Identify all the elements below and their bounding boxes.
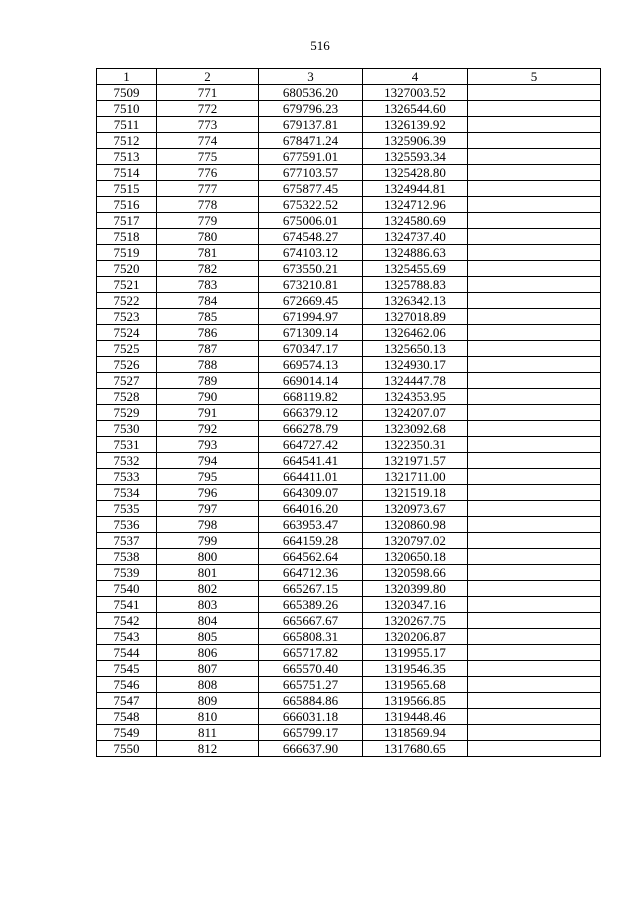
table-row (97, 293, 601, 309)
table-cell-col-3: 666031.18 (259, 709, 363, 725)
table-cell-col-4: 1320797.02 (363, 533, 468, 549)
table-cell-col-1: 7541 (97, 597, 157, 613)
table-cell-col-1: 7512 (97, 133, 157, 149)
table-cell-col-2: 796 (157, 485, 259, 501)
table-cell-col-5 (468, 661, 601, 677)
table-cell-col-1: 7521 (97, 277, 157, 293)
table-cell-col-1: 7522 (97, 293, 157, 309)
table-cell-col-2: 789 (157, 373, 259, 389)
page-number: 516 (310, 38, 330, 53)
table-cell-col-1: 7527 (97, 373, 157, 389)
table-cell-col-5 (468, 501, 601, 517)
table-cell-col-2: 776 (157, 165, 259, 181)
table-cell-col-3: 665808.31 (259, 629, 363, 645)
table-cell-col-5 (468, 693, 601, 709)
table-cell-col-4: 1317680.65 (363, 741, 468, 757)
header-row (97, 69, 601, 85)
table-cell-col-5 (468, 293, 601, 309)
table-cell-col-2: 781 (157, 245, 259, 261)
table-cell-col-2: 807 (157, 661, 259, 677)
table-row (97, 517, 601, 533)
table-cell-col-5 (468, 597, 601, 613)
table-cell-col-4: 1324207.07 (363, 405, 468, 421)
table-cell-col-3: 677591.01 (259, 149, 363, 165)
table-cell-col-2: 793 (157, 437, 259, 453)
table-row (97, 309, 601, 325)
table-cell-col-4: 1325428.80 (363, 165, 468, 181)
table-row (97, 277, 601, 293)
table-cell-col-4: 1326544.60 (363, 101, 468, 117)
table-row (97, 101, 601, 117)
table-cell-col-4: 1319546.35 (363, 661, 468, 677)
table-cell-col-3: 675006.01 (259, 213, 363, 229)
table-cell-col-5 (468, 565, 601, 581)
table-cell-col-5 (468, 101, 601, 117)
table-cell-col-3: 664541.41 (259, 453, 363, 469)
table-cell-col-5 (468, 277, 601, 293)
table-cell-col-5 (468, 85, 601, 101)
table-row (97, 245, 601, 261)
table-row (97, 181, 601, 197)
table-cell-col-1: 7516 (97, 197, 157, 213)
table-cell-col-2: 779 (157, 213, 259, 229)
table-cell-col-5 (468, 133, 601, 149)
table-row (97, 85, 601, 101)
table-row (97, 453, 601, 469)
table-cell-col-1: 7528 (97, 389, 157, 405)
table-cell-col-1: 7530 (97, 421, 157, 437)
table-cell-col-4: 1320860.98 (363, 517, 468, 533)
table-row (97, 341, 601, 357)
table-cell-col-4: 1320206.87 (363, 629, 468, 645)
table-row (97, 549, 601, 565)
table-cell-col-5 (468, 485, 601, 501)
table-row (97, 373, 601, 389)
table-cell-col-1: 7546 (97, 677, 157, 693)
table-cell-col-4: 1321971.57 (363, 453, 468, 469)
table-row (97, 357, 601, 373)
table-cell-col-1: 7509 (97, 85, 157, 101)
table-cell-col-2: 780 (157, 229, 259, 245)
table-cell-col-3: 679796.23 (259, 101, 363, 117)
table-cell-col-3: 665570.40 (259, 661, 363, 677)
table-cell-col-3: 664562.64 (259, 549, 363, 565)
table-cell-col-4: 1324580.69 (363, 213, 468, 229)
table-cell-col-1: 7523 (97, 309, 157, 325)
table-cell-col-3: 673550.21 (259, 261, 363, 277)
table-cell-col-2: 792 (157, 421, 259, 437)
table-cell-col-4: 1320347.16 (363, 597, 468, 613)
table-cell-col-3: 663953.47 (259, 517, 363, 533)
table-cell-col-5 (468, 549, 601, 565)
table-cell-col-1: 7514 (97, 165, 157, 181)
table-cell-col-3: 675877.45 (259, 181, 363, 197)
table-row (97, 613, 601, 629)
table-cell-col-2: 794 (157, 453, 259, 469)
table-cell-col-4: 1324447.78 (363, 373, 468, 389)
table-cell-col-1: 7535 (97, 501, 157, 517)
table-cell-col-1: 7536 (97, 517, 157, 533)
table-cell-col-3: 665799.17 (259, 725, 363, 741)
table-cell-col-2: 802 (157, 581, 259, 597)
table-cell-col-1: 7540 (97, 581, 157, 597)
coordinates-table (96, 68, 601, 757)
table-cell-col-1: 7544 (97, 645, 157, 661)
table-cell-col-4: 1324737.40 (363, 229, 468, 245)
table-cell-col-1: 7526 (97, 357, 157, 373)
table-cell-col-1: 7510 (97, 101, 157, 117)
table-cell-col-2: 806 (157, 645, 259, 661)
table-cell-col-5 (468, 533, 601, 549)
table-cell-col-3: 665717.82 (259, 645, 363, 661)
table-cell-col-5 (468, 245, 601, 261)
table-cell-col-2: 783 (157, 277, 259, 293)
table-cell-col-2: 784 (157, 293, 259, 309)
table-cell-col-2: 811 (157, 725, 259, 741)
table-cell-col-2: 801 (157, 565, 259, 581)
table-cell-col-4: 1320650.18 (363, 549, 468, 565)
table-row (97, 133, 601, 149)
table-cell-col-2: 771 (157, 85, 259, 101)
table-cell-col-5 (468, 709, 601, 725)
table-cell-col-3: 664159.28 (259, 533, 363, 549)
table-row (97, 197, 601, 213)
table-cell-col-5 (468, 453, 601, 469)
table-cell-col-5 (468, 405, 601, 421)
table-cell-col-2: 795 (157, 469, 259, 485)
table-cell-col-1: 7517 (97, 213, 157, 229)
table-cell-col-5 (468, 517, 601, 533)
table-cell-col-3: 665267.15 (259, 581, 363, 597)
table-cell-col-1: 7525 (97, 341, 157, 357)
table-cell-col-5 (468, 469, 601, 485)
table-cell-col-2: 772 (157, 101, 259, 117)
table-cell-col-4: 1320973.67 (363, 501, 468, 517)
table-cell-col-3: 665667.67 (259, 613, 363, 629)
table-cell-col-3: 671309.14 (259, 325, 363, 341)
table-cell-col-3: 664727.42 (259, 437, 363, 453)
table-cell-col-3: 669014.14 (259, 373, 363, 389)
table-cell-col-4: 1324886.63 (363, 245, 468, 261)
table-cell-col-1: 7543 (97, 629, 157, 645)
table-cell-col-3: 675322.52 (259, 197, 363, 213)
table-cell-col-5 (468, 613, 601, 629)
table-cell-col-1: 7548 (97, 709, 157, 725)
table-cell-col-5 (468, 629, 601, 645)
table-row (97, 261, 601, 277)
table-row (97, 597, 601, 613)
table-row (97, 325, 601, 341)
table-cell-col-5 (468, 229, 601, 245)
table-cell-col-5 (468, 181, 601, 197)
table-cell-col-5 (468, 117, 601, 133)
table-cell-col-3: 679137.81 (259, 117, 363, 133)
table-cell-col-1: 7547 (97, 693, 157, 709)
table-cell-col-3: 669574.13 (259, 357, 363, 373)
table-cell-col-1: 7531 (97, 437, 157, 453)
table-cell-col-4: 1324353.95 (363, 389, 468, 405)
table-cell-col-4: 1319565.68 (363, 677, 468, 693)
table-cell-col-2: 774 (157, 133, 259, 149)
table-body (97, 85, 601, 757)
table-cell-col-5 (468, 645, 601, 661)
table-cell-col-1: 7532 (97, 453, 157, 469)
table-cell-col-2: 804 (157, 613, 259, 629)
table-row (97, 469, 601, 485)
table-row (97, 725, 601, 741)
table-row (97, 741, 601, 757)
table-row (97, 405, 601, 421)
table-cell-col-2: 798 (157, 517, 259, 533)
table-cell-col-2: 809 (157, 693, 259, 709)
table-cell-col-2: 800 (157, 549, 259, 565)
table-row (97, 437, 601, 453)
table-cell-col-1: 7529 (97, 405, 157, 421)
table-cell-col-2: 782 (157, 261, 259, 277)
table-cell-col-2: 787 (157, 341, 259, 357)
table-row (97, 229, 601, 245)
table-cell-col-3: 666278.79 (259, 421, 363, 437)
table-cell-col-1: 7520 (97, 261, 157, 277)
table-cell-col-5 (468, 725, 601, 741)
table-cell-col-1: 7513 (97, 149, 157, 165)
table-cell-col-2: 791 (157, 405, 259, 421)
table-cell-col-2: 799 (157, 533, 259, 549)
table-cell-col-3: 671994.97 (259, 309, 363, 325)
table-cell-col-4: 1326139.92 (363, 117, 468, 133)
table-row (97, 565, 601, 581)
table-cell-col-2: 805 (157, 629, 259, 645)
table-cell-col-3: 672669.45 (259, 293, 363, 309)
table-cell-col-5 (468, 197, 601, 213)
table-cell-col-4: 1327003.52 (363, 85, 468, 101)
table-cell-col-4: 1319566.85 (363, 693, 468, 709)
table-cell-col-3: 664411.01 (259, 469, 363, 485)
table-cell-col-2: 785 (157, 309, 259, 325)
table-cell-col-3: 664712.36 (259, 565, 363, 581)
table-cell-col-3: 680536.20 (259, 85, 363, 101)
table-cell-col-5 (468, 357, 601, 373)
table-cell-col-5 (468, 165, 601, 181)
table-cell-col-5 (468, 325, 601, 341)
table-cell-col-5 (468, 213, 601, 229)
table-cell-col-4: 1319448.46 (363, 709, 468, 725)
table-cell-col-3: 677103.57 (259, 165, 363, 181)
table-cell-col-5 (468, 581, 601, 597)
table-cell-col-5 (468, 421, 601, 437)
table-cell-col-2: 810 (157, 709, 259, 725)
table-row (97, 501, 601, 517)
table-cell-col-3: 665751.27 (259, 677, 363, 693)
table-row (97, 693, 601, 709)
table-cell-col-4: 1325788.83 (363, 277, 468, 293)
table-cell-col-4: 1324930.17 (363, 357, 468, 373)
table-row (97, 581, 601, 597)
table-cell-col-2: 788 (157, 357, 259, 373)
table-cell-col-5 (468, 437, 601, 453)
table-cell-col-5 (468, 373, 601, 389)
table-cell-col-4: 1325593.34 (363, 149, 468, 165)
table-cell-col-3: 668119.82 (259, 389, 363, 405)
table-row (97, 485, 601, 501)
table-cell-col-5 (468, 261, 601, 277)
table-cell-col-1: 7539 (97, 565, 157, 581)
table-cell-col-2: 790 (157, 389, 259, 405)
table-cell-col-4: 1324712.96 (363, 197, 468, 213)
table-cell-col-1: 7519 (97, 245, 157, 261)
table-cell-col-5 (468, 741, 601, 757)
table-cell-col-3: 665884.86 (259, 693, 363, 709)
column-header-4: 4 (363, 69, 468, 85)
table-cell-col-2: 777 (157, 181, 259, 197)
table-header (97, 69, 601, 85)
table-cell-col-1: 7515 (97, 181, 157, 197)
table-cell-col-1: 7533 (97, 469, 157, 485)
table-cell-col-4: 1326462.06 (363, 325, 468, 341)
table-cell-col-4: 1322350.31 (363, 437, 468, 453)
table-cell-col-3: 674103.12 (259, 245, 363, 261)
table-cell-col-2: 778 (157, 197, 259, 213)
table-cell-col-1: 7549 (97, 725, 157, 741)
table-cell-col-4: 1321711.00 (363, 469, 468, 485)
table-cell-col-4: 1326342.13 (363, 293, 468, 309)
table-cell-col-4: 1325650.13 (363, 341, 468, 357)
table-cell-col-4: 1325455.69 (363, 261, 468, 277)
table-cell-col-5 (468, 149, 601, 165)
table-cell-col-5 (468, 389, 601, 405)
table-row (97, 709, 601, 725)
table-row (97, 117, 601, 133)
table-row (97, 661, 601, 677)
table-cell-col-4: 1318569.94 (363, 725, 468, 741)
table-cell-col-4: 1320267.75 (363, 613, 468, 629)
table-cell-col-2: 775 (157, 149, 259, 165)
table-cell-col-3: 670347.17 (259, 341, 363, 357)
table-cell-col-4: 1324944.81 (363, 181, 468, 197)
table-cell-col-1: 7524 (97, 325, 157, 341)
table-cell-col-3: 666379.12 (259, 405, 363, 421)
table-cell-col-5 (468, 309, 601, 325)
table-cell-col-3: 678471.24 (259, 133, 363, 149)
table-cell-col-3: 664309.07 (259, 485, 363, 501)
table-cell-col-5 (468, 341, 601, 357)
table-cell-col-3: 673210.81 (259, 277, 363, 293)
table-cell-col-4: 1325906.39 (363, 133, 468, 149)
table-row (97, 677, 601, 693)
table-row (97, 645, 601, 661)
column-header-1: 1 (97, 69, 157, 85)
table-cell-col-2: 808 (157, 677, 259, 693)
table-row (97, 533, 601, 549)
column-header-3: 3 (259, 69, 363, 85)
table-cell-col-2: 803 (157, 597, 259, 613)
table-cell-col-4: 1321519.18 (363, 485, 468, 501)
table-cell-col-1: 7534 (97, 485, 157, 501)
table-row (97, 389, 601, 405)
table-cell-col-1: 7518 (97, 229, 157, 245)
table-row (97, 213, 601, 229)
table-cell-col-3: 674548.27 (259, 229, 363, 245)
column-header-5: 5 (468, 69, 601, 85)
table-cell-col-4: 1327018.89 (363, 309, 468, 325)
table-cell-col-2: 773 (157, 117, 259, 133)
table-row (97, 165, 601, 181)
column-header-2: 2 (157, 69, 259, 85)
table-cell-col-4: 1323092.68 (363, 421, 468, 437)
table-cell-col-1: 7537 (97, 533, 157, 549)
table-cell-col-2: 812 (157, 741, 259, 757)
table-cell-col-4: 1320598.66 (363, 565, 468, 581)
table-cell-col-1: 7538 (97, 549, 157, 565)
table-cell-col-3: 664016.20 (259, 501, 363, 517)
table-cell-col-2: 786 (157, 325, 259, 341)
table-cell-col-1: 7545 (97, 661, 157, 677)
table-row (97, 149, 601, 165)
table-cell-col-1: 7550 (97, 741, 157, 757)
table-cell-col-4: 1319955.17 (363, 645, 468, 661)
table-row (97, 629, 601, 645)
table-cell-col-1: 7511 (97, 117, 157, 133)
table-cell-col-4: 1320399.80 (363, 581, 468, 597)
table-cell-col-5 (468, 677, 601, 693)
table-cell-col-1: 7542 (97, 613, 157, 629)
table-cell-col-3: 666637.90 (259, 741, 363, 757)
table-cell-col-3: 665389.26 (259, 597, 363, 613)
table-row (97, 421, 601, 437)
table-cell-col-2: 797 (157, 501, 259, 517)
